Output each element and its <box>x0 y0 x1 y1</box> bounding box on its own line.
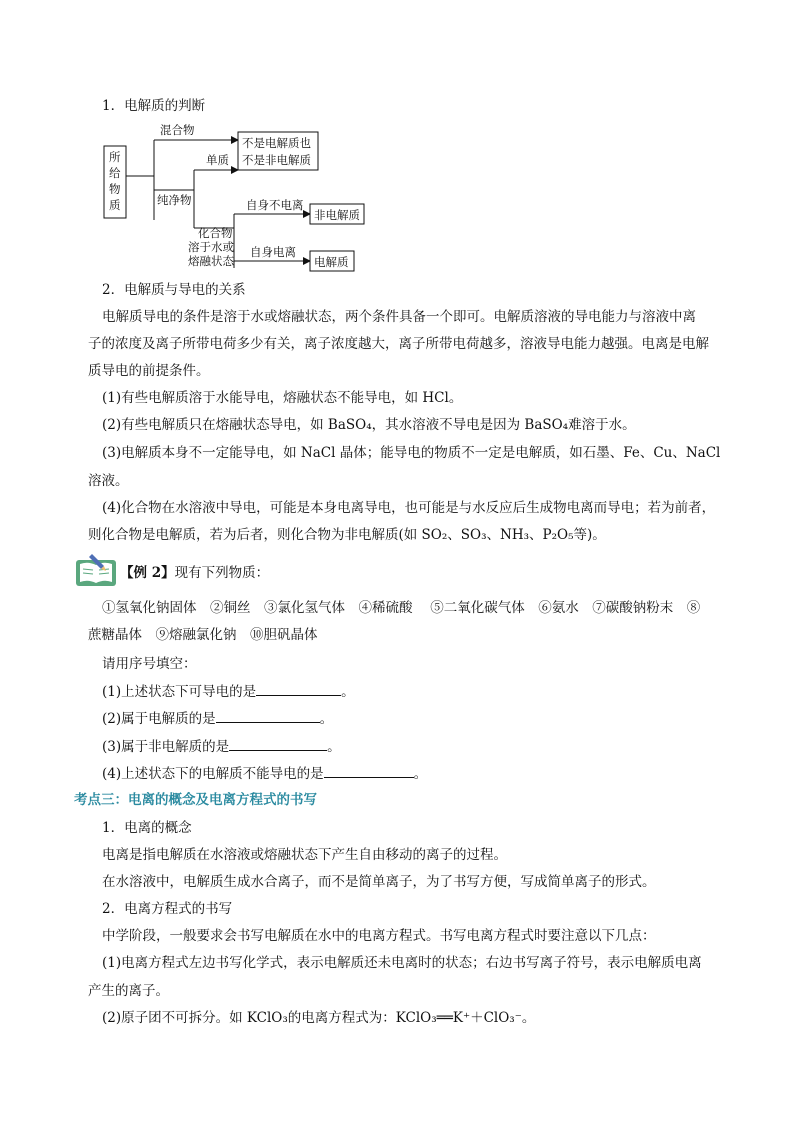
root-char-2: 给 <box>109 166 121 180</box>
question-2 <box>102 708 333 729</box>
example-items-continued: 蔗糖晶体 ⑨熔融氯化钠 ⑩胆矾晶体 <box>88 627 318 643</box>
list-item: (4)化合物在水溶液中导电，可能是本身电离导电，也可能是与水反应后生成物电离而导电；若为前者， <box>102 500 716 516</box>
book-pencil-icon <box>74 552 120 588</box>
list-item-continued: 则化合物是电解质，若为后者，则化合物为非电解质(如 SO₂、SO₃、NH₃、P₂O₅等)。 <box>88 527 606 543</box>
example-items: ①氢氧化钠固体 ②铜丝 ③氯化氢气体 ④稀硫酸 ⑤二氧化碳气体 ⑥氨水 ⑦碳酸钠粉末 ⑧ <box>102 600 701 616</box>
section-title-conductivity: 2．电解质与导电的关系 <box>102 282 246 298</box>
classification-diagram <box>0 118 794 288</box>
neither-line-2: 不是非电解质 <box>242 153 311 167</box>
question-4-end: 。 <box>413 766 428 782</box>
question-1-end: 。 <box>341 684 355 700</box>
answer-blank-1[interactable] <box>256 681 341 696</box>
question-1-text: (1)上述状态下可导电的是 <box>102 684 257 700</box>
example-label: 【例 2】 <box>120 565 175 581</box>
section-title-ionization-concept: 1．电离的概念 <box>102 820 192 836</box>
answer-blank-2[interactable] <box>216 708 320 723</box>
question-3 <box>102 736 341 757</box>
list-item: (3)电解质本身不一定能导电，如 NaCl 晶体；能导电的物质不一定是电解质，如石墨、Fe、Cu、NaCl <box>102 445 721 461</box>
section-title-ionization-equation: 2．电离方程式的书写 <box>102 901 233 917</box>
question-1 <box>102 681 355 702</box>
list-item: (2)原子团不可拆分。如 KClO₃的电离方程式为：KClO₃══K⁺＋ClO₃⁻。 <box>102 1010 536 1026</box>
non-electrolyte-text: 非电解质 <box>314 208 360 222</box>
electrolyte-text: 电解质 <box>314 255 349 269</box>
label-element: 单质 <box>206 153 229 167</box>
label-no-ionize: 自身不电离 <box>246 198 304 212</box>
example-instruction: 请用序号填空： <box>102 656 197 672</box>
question-4-text: (4)上述状态下的电解质不能导电的是 <box>102 766 324 782</box>
root-char-3: 物 <box>109 182 121 196</box>
question-2-text: (2)属于电解质的是 <box>102 711 216 727</box>
root-char-4: 质 <box>109 198 121 212</box>
paragraph-line: 子的浓度及离子所带电荷多少有关，离子浓度越大，离子所带电荷越多，溶液导电能力越强。电离是电解 <box>88 336 709 352</box>
root-char-1: 所 <box>109 150 121 164</box>
paragraph-line: 在水溶液中，电解质生成水合离子，而不是简单离子，为了书写方便，写成简单离子的形式。 <box>102 874 656 890</box>
label-compound: 化合物 <box>198 226 233 240</box>
question-2-end: 。 <box>319 711 334 727</box>
label-ionize: 自身电离 <box>250 245 296 259</box>
example-text: 现有下列物质： <box>174 565 270 581</box>
label-mixture: 混合物 <box>160 123 195 137</box>
question-3-text: (3)属于非电解质的是 <box>102 739 230 755</box>
neither-line-1: 不是电解质也 <box>242 136 311 150</box>
label-condition-1: 溶于水或 <box>188 240 234 254</box>
list-item: (2)有些电解质只在熔融状态导电，如 BaSO₄，其水溶液不导电是因为 BaSO₄难溶于水。 <box>102 417 636 433</box>
example-title <box>120 563 269 583</box>
list-item: (1)电离方程式左边书写化学式，表示电解质还未电离时的状态；右边书写离子符号，表示电解质电离 <box>102 955 702 971</box>
paragraph-line: 电解质导电的条件是溶于水或熔融状态，两个条件具备一个即可。电解质溶液的导电能力与溶液中离 <box>102 309 696 325</box>
topic-3-heading: 考点三：电离的概念及电离方程式的书写 <box>74 792 317 808</box>
label-pure: 纯净物 <box>157 193 192 207</box>
list-item-continued: 溶液。 <box>88 473 129 489</box>
question-3-end: 。 <box>327 739 341 755</box>
paragraph-line: 中学阶段，一般要求会书写电解质在水中的电离方程式。书写电离方程式时要注意以下几点： <box>102 928 656 944</box>
list-item: (1)有些电解质溶于水能导电，熔融状态不能导电，如 HCl。 <box>102 390 463 406</box>
answer-blank-4[interactable] <box>324 763 414 778</box>
paragraph-line: 电离是指电解质在水溶液或熔融状态下产生自由移动的离子的过程。 <box>102 847 507 863</box>
answer-blank-3[interactable] <box>229 736 327 751</box>
section-title-electrolyte-judgment: 1．电解质的判断 <box>102 98 206 114</box>
label-condition-2: 熔融状态 <box>188 254 234 268</box>
question-4 <box>102 763 427 784</box>
list-item-continued: 产生的离子。 <box>88 983 169 999</box>
paragraph-line: 质导电的前提条件。 <box>88 363 210 379</box>
